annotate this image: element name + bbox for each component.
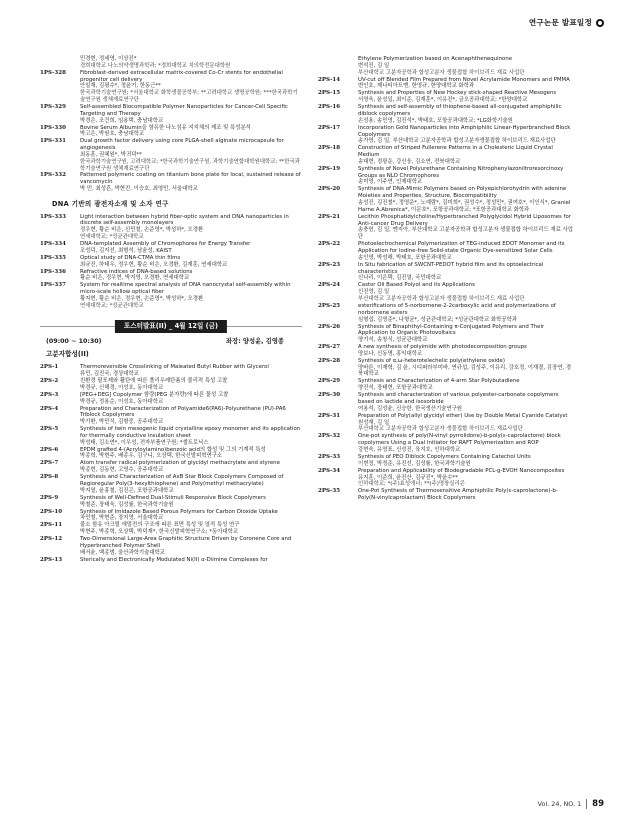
entry-title: System for realtime spectral analysis of DNA nanocrystal self-assembly within micro-scale hollow optical fiber [80, 282, 291, 296]
entry-authors: 배서윤, 백종범, 울산과학기술대학교 [80, 549, 165, 556]
entry-body [80, 406, 302, 426]
entry-authors: 박철준, 장태욱, 김성률, 한국과학기술원 [80, 501, 174, 508]
poster-session-bar [40, 320, 302, 333]
entry-body [358, 468, 576, 488]
entry-title: Incorporation Gold Nanoparticles into Amphiphilic Linear-Hyperbranched Block Copolymers [358, 124, 571, 138]
left-dna-entries [40, 214, 302, 310]
entry-body [80, 172, 302, 192]
entry-title: Synthesis and Properties of New Hockey stick-shaped Reactive Mesogens [358, 90, 557, 97]
entry-affil: 부산대학교 고분자공학과 합성고분자 생물접합 하이브리드 재료 사업단 [358, 295, 525, 302]
entry-body [358, 56, 576, 76]
entry-authors: 박 민, 최성흔, 박현진, 이승호, 최영민, 서울대학교 [80, 186, 198, 193]
abstract-entry [318, 186, 576, 213]
entry-body [80, 138, 302, 172]
entry-id: 2PS-9 [40, 494, 59, 501]
abstract-entry [40, 536, 302, 556]
entry-authors: 박종현, 김동현, 고영수, 공주대학교 [80, 467, 164, 474]
abstract-entry [40, 241, 302, 255]
entry-authors: 정우현, 황순 비은, 신민철, 손준영*, 박성하*, 오경환 [80, 227, 204, 234]
entry-title: Synthesis of Imidazole Based Porous Polymers for Carbon Dioxide Uptake [80, 508, 278, 515]
abstract-entry [40, 255, 302, 269]
entry-authors: 신나리, 이은택, 김진열, 국민대학교 [358, 275, 442, 282]
entry-authors: 양기석, 송창식, 성균관대학교 [358, 337, 428, 344]
entry-authors: 양보나, 신동명, 홍익대학교 [358, 350, 423, 357]
abstract-entry [318, 413, 576, 433]
entry-id: 1PS-329 [40, 103, 66, 110]
abstract-entry [318, 303, 576, 323]
abstract-entry [318, 56, 576, 76]
abstract-entry [318, 344, 576, 358]
entry-title: Synthesis and Characterization of AxB Star Block Copolymers Composed of Regioregular Poly(3-hexylthiophene) and Poly(methyl methacrylate) [80, 474, 284, 488]
subsection-heading: 고분자합성(II) [46, 350, 89, 359]
entry-id: 2PS-33 [318, 453, 341, 460]
entry-title: A new synthesis of polyimide with photodecomposition groups [358, 344, 527, 351]
entry-authors: 여용석, 김성윤, 신승한, 한국생산기술연구원 [358, 405, 463, 412]
abstract-entry [40, 364, 302, 378]
entry-authors: 송대현, 정광운, 강신웅, 김소연, 전북대학교 [358, 158, 461, 165]
entry-id: 2PS-4 [40, 405, 59, 412]
entry-title: Dual growth factor delivery using core PLGA-shell alginate microcapsule for angiogenesis [80, 138, 284, 152]
entry-id: 2PS-7 [40, 460, 59, 467]
entry-authors: 심형섭, 김영준*, 나형균*, 성균관대학교; *성균관대학교 화학공학과 [358, 316, 518, 323]
abstract-entry [40, 104, 302, 124]
entry-body [358, 214, 576, 241]
entry-body [80, 241, 302, 255]
entry-id: 2PS-12 [40, 536, 63, 543]
entry-title: Synthesis of Binaphthyl-Containing π-Conjugated Polymers and Their Application to Organic Photovoltaics [358, 323, 545, 337]
header-title: 연구논문 발표일정 [528, 17, 592, 27]
entry-id: 2PS-23 [318, 261, 341, 268]
entry-body [80, 378, 302, 392]
entry-authors: 박지열, 윤홍철, 김진곤, 포항공과대학교 [80, 487, 174, 494]
abstract-entry [40, 378, 302, 392]
abstract-entry [40, 495, 302, 509]
entry-title: Synthesis of twin mesogenic liquid crystalline epoxy monomer and its application for thermally conductive insulation sheet [80, 426, 301, 439]
entry-affil: 부산대학교 고분자공학과 합성고분자 생물접합 하이브리드 재료 사업단 [358, 69, 525, 76]
entry-title: In Situ fabrication of SWCNT-PEDOT hybrid film and its optoelectrical characteristics [358, 261, 544, 275]
entry-authors: 양진석, 장태현, 포항공과대학교 [358, 385, 433, 392]
entry-affil: 한국과학기술연구원, 고려대학교; *한국과학기술연구원, 과학기술연합대학원대학교; **한국과학기술연구원 생체재료연구단 [80, 158, 300, 172]
entry-body [358, 392, 576, 412]
entry-id: 2PS-10 [40, 508, 63, 515]
entry-id: 2PS-1 [40, 364, 59, 371]
abstract-entry [318, 104, 576, 124]
entry-title: UV-cut off Blended Film Prepared from Novel Acrylamide Monomers and PMMA [358, 76, 570, 83]
entry-authors: 강현숙, 유영표, 신성진, 육지호, 인하대학교 [358, 446, 461, 453]
entry-body [80, 522, 302, 536]
entry-id: 2PS-13 [40, 556, 63, 563]
entry-title: Sterically and Electronically Modulated Ni(II) α-Diimine Complexes for [80, 556, 268, 563]
entry-authors: 황지현, 황순 비은, 정우현, 손준영*, 박성하*, 오경환 [80, 295, 204, 302]
entry-authors: 차민철, 박현준, 장지영, 서울대학교 [80, 515, 164, 522]
abstract-entry [40, 269, 302, 283]
entry-id: 2PS-35 [318, 488, 341, 495]
entry-affil: 부산대학교 고분자공학과 합성고분자 생물접합 하이브리드 재료사업단 [358, 426, 523, 433]
abstract-entry [318, 262, 576, 282]
entry-title: Castor Oil Based Polyol and its Applications [358, 282, 475, 289]
abstract-entry [40, 172, 302, 192]
entry-id: 2PS-19 [318, 165, 341, 172]
entry-body [358, 282, 576, 302]
abstract-entry [40, 460, 302, 474]
entry-title: One-Pot Synthesis of Thermosensitive Amphiphilic Poly(ε-caprolactone)-b-Poly(N-vinylcaprolactam) Block Copolymers [358, 488, 558, 502]
entry-title: Light interaction between hybrid fiber-optic system and DNA nanoparticles in discrete self-assembly monolayers [80, 213, 289, 227]
entry-body [358, 413, 576, 433]
abstract-entry [318, 433, 576, 453]
entry-id: 1PS-328 [40, 69, 66, 76]
entry-authors: 박기환, 박민식, 김형중, 공주대학교 [80, 419, 164, 426]
entry-title: Atom transfer radical polymerization of glycidyl methacrylate and styrene [80, 460, 280, 467]
entry-id: 2PS-22 [318, 241, 341, 248]
entry-body [358, 241, 576, 261]
entry-authors: 송인영, 박성해, 박태호, 포항공과대학교 [358, 254, 452, 261]
entry-authors: 박현주, 박종혁, 오상택, 박덕재*, 한국신발피혁연구소; *동아대학교 [80, 529, 239, 536]
abstract-entry [40, 406, 302, 426]
entry-authors: 송가영, 김 일, 부산대학교 고분자공학과 합성고분자생물접합 하이브리드 재료사업단 [358, 138, 556, 145]
abstract-entry [318, 125, 576, 145]
entry-body [80, 495, 302, 509]
entry-id: 2PS-28 [318, 357, 341, 364]
entry-id: 2PS-5 [40, 426, 59, 433]
entry-id: 2PS-17 [318, 124, 341, 131]
entry-affil: 연세대학교; *성균관대학교 [80, 302, 144, 309]
entry-authors: 송미영, 이주연, 인제대학교 [358, 179, 423, 186]
entry-body [80, 426, 302, 446]
entry-body [80, 474, 302, 494]
entry-title: Preparation and Applicability of Biodegradable PCL-g-EVOH Nanocomposites [358, 467, 565, 474]
footer-page-number: 89 [592, 798, 604, 809]
entry-body [358, 262, 576, 282]
session-chair: 좌장: 양성윤, 김영종 [226, 337, 284, 345]
entry-authors: 민경현, 정세영, 이상진* [80, 56, 137, 62]
page-header [529, 16, 604, 30]
entry-title: Lecithin Phosphatidylcholine/Hyperbranched Polyglycidol Hybrid Liposomes for Anti-cancer Drug Delivery [358, 213, 571, 227]
entry-title: 친환경 팔포제와 활탄에 따른 폴리우레탄폼의 물리적 특성 고찰 [80, 377, 228, 384]
entry-body [358, 433, 576, 453]
entry-title: EPDM grafted 4-(Acryloylamino)benzoic acid의 합성 및 그의 기계적 특성 [80, 446, 266, 453]
entry-id: 2PS-16 [318, 104, 341, 111]
entry-id: 1PS-331 [40, 138, 66, 145]
poster-session-label: 포스터발표(II) _ 4월 12일 (금) [115, 320, 227, 333]
entry-body [80, 364, 302, 378]
entry-id: 2PS-34 [318, 467, 341, 474]
abstract-entry [40, 125, 302, 139]
entry-id: 1PS-334 [40, 241, 66, 248]
entry-authors: 변인호, 제나티아트멘, 한영규, 한양대학교 화학과 [358, 83, 475, 90]
entry-id: 1PS-337 [40, 282, 66, 289]
abstract-entry [318, 324, 576, 344]
abstract-entry [318, 241, 576, 261]
abstract-entry [40, 522, 302, 536]
entry-authors: 류민, 김진국, 경상대학교 [80, 370, 139, 377]
entry-body [80, 214, 302, 241]
entry-title: Synthesis of DNA-Mimic Polymers based on Polyepichlorohydrin with adenine Moieties and Properties, Structure, Biocompatibility [358, 186, 567, 200]
entry-body [358, 378, 576, 392]
entry-id: 2PS-21 [318, 213, 341, 220]
entry-id: 2PS-3 [40, 391, 59, 398]
entry-body [80, 392, 302, 406]
entry-id: 2PS-24 [318, 282, 341, 289]
entry-title: Synthesis and self-assembly of thiophene-based all-conjugated amphiphilic diblock copolymers [358, 104, 562, 117]
entry-affil: 연세대학교; *성균관대학교 [80, 234, 144, 241]
entry-title: Fibroblast-derived extracellular matrix-covered Co-Cr stents for endothelial progenitor cell delivery [80, 69, 283, 83]
entry-body [80, 56, 302, 70]
entry-title: Refractive indices of DNA-based solutions [80, 268, 193, 275]
left-synth-entries [40, 364, 302, 563]
entry-affil: 경희대학교 나노의약생명과학과; *경희대학교 치의학전문대학원 [80, 62, 231, 69]
entry-title: Synthesis of Novel Polyurethane Containing Nitrophenylazoniltroresorcinoxy Groups as NLO Chromophores [358, 165, 564, 179]
entry-title: Synthesis of PEO Diblock Copolymers Containing Catechol Units [358, 453, 531, 460]
entry-id: 2PS-15 [318, 90, 341, 97]
entry-body [80, 255, 302, 269]
entry-title: 불소 함유 아크릴 에멀전의 구조에 따른 표면 특성 및 열적 특성 연구 [80, 522, 240, 529]
entry-id: 2PS-14 [318, 76, 341, 83]
entry-id: 2PS-20 [318, 186, 341, 193]
abstract-entry [318, 488, 576, 502]
abstract-entry [40, 282, 302, 309]
entry-id: 1PS-332 [40, 172, 66, 179]
entry-body [80, 509, 302, 523]
left-column [40, 56, 302, 564]
entry-body [358, 358, 576, 378]
abstract-entry [318, 77, 576, 91]
entry-title: Preparation of Poly(allyl glycidyl ether) Use by Double Metal Cyanide Catalyst [358, 412, 568, 419]
footer-volume: Vol. 24, NO. 1 [537, 799, 582, 808]
abstract-entry [318, 468, 576, 488]
entry-body [358, 145, 576, 165]
entry-title: DNA-templated Assembly of Chromophores for Energy Transfer [80, 241, 251, 248]
entry-authors: 조성덕, 김지선, 최형석, 남윤성, KAIST [80, 247, 172, 254]
entry-authors: 안일재, 김평수*, 정윤기, 한동근** [80, 83, 161, 90]
entry-body [80, 104, 302, 124]
entry-title: Construction of Striped Fullerene Patterns in a Cholesteric Liquid Crystal Medium [358, 145, 553, 159]
entry-authors: 박경규, 정용순, 이성호, 동아대학교 [80, 398, 164, 405]
entry-title: Bovine Serum Albumin을 함유한 나노섬유 지지체의 제조 및 특성분석 [80, 124, 251, 131]
abstract-entry [318, 358, 576, 378]
section-heading-dna: DNA 기반의 광전자소재 및 소자 연구 [52, 199, 169, 208]
abstract-entry [40, 447, 302, 461]
entry-id: 1PS-333 [40, 213, 66, 220]
entry-title: Preparation and Characterization of Polyamide6(PA6)-Polyurethane (PU)-PA6 Triblock Copolymers [80, 405, 286, 419]
entry-authors: 박종혁, 박현주, 배종우, 김구니, 오상택, 한국신발피혁연구소 [80, 453, 223, 460]
abstract-entry [40, 557, 302, 564]
entry-body [358, 125, 576, 145]
abstract-entry [318, 282, 576, 302]
abstract-entry [318, 392, 576, 412]
entry-id: 2PS-11 [40, 522, 63, 529]
entry-affil: 인하대학교; *(주)효성에너; **(주)명창실리콘 [358, 481, 465, 488]
entry-body [80, 536, 302, 556]
entry-authors: 원성재, 김 일 [358, 419, 390, 426]
abstract-entry [40, 509, 302, 523]
entry-body [358, 324, 576, 344]
entry-authors: 황순 비은, 정우현, 박지영, 오경환, 연세대학교 [80, 275, 190, 282]
abstract-entry [318, 378, 576, 392]
entry-authors: 최동훈, 권혜원*, 박귀덕** [80, 151, 142, 158]
abstract-entry [40, 56, 302, 70]
page-footer [538, 799, 604, 809]
entry-authors: 박경규, 신해경, 이성호, 동아대학교 [80, 384, 164, 391]
entry-body [80, 447, 302, 461]
left-top-entries [40, 56, 302, 193]
abstract-entry [318, 145, 576, 165]
entry-id: 1PS-336 [40, 268, 66, 275]
abstract-entry [40, 474, 302, 494]
entry-body [358, 104, 576, 124]
entry-authors: 박경은, 조건희, 임용택, 충남대학교 [80, 117, 164, 124]
entry-title: Self-assembled Biocompatible Polymer Nanoparticles for Cancer-Cell Specific Targeting and Therapy [80, 103, 288, 117]
entry-authors: 최규진, 하태우, 정우현, 황순 비은, 오경환, 김재훈, 연세대학교 [80, 261, 228, 268]
header-circle-icon [596, 19, 604, 27]
entry-title: Optical study of DNA-CTMA thin films [80, 254, 181, 261]
entry-title: Ethylene Polymerization based on Acenaphthenequinone [358, 56, 513, 62]
entry-affil: 한국과학기술연구원; *서울대학교 화학생물공학부; **고려대학교 생명공학원; ***한국과학기술연구원 생체재료연구단 [80, 90, 298, 103]
entry-authors: 서영욱, 윤성일, 최이준, 김재훈*, 이유진*, 금오공과대학교; *한양대학교 [358, 97, 528, 104]
abstract-entry [40, 214, 302, 241]
entry-authors: 이현정, 박정준, 유진선, 김성률, 한국과학기술원 [358, 460, 471, 467]
entry-body [358, 186, 576, 213]
right-column [318, 56, 576, 502]
entry-title: [PEG+DEG] Copolymer 함량(PEG 분자량)에 따른 물성 고찰 [80, 391, 229, 398]
abstract-entry [318, 454, 576, 468]
entry-id: 2PS-18 [318, 145, 341, 152]
entry-id: 2PS-2 [40, 377, 59, 384]
entry-body [358, 77, 576, 91]
entry-body [358, 344, 576, 358]
entry-title: Synthesis and characterization of various polyester-carbonate copolymers based on lactide and isosorbide [358, 392, 559, 406]
entry-id: 2PS-25 [318, 302, 341, 309]
entry-title: Patterned polymeric coating on titanium bone plate for local, sustained release of vancomycin [80, 172, 301, 186]
entry-id: 2PS-8 [40, 474, 59, 481]
abstract-entry [318, 214, 576, 241]
entry-body [358, 488, 576, 502]
right-entries [318, 56, 576, 502]
abstract-entry [40, 138, 302, 172]
entry-body [358, 454, 576, 468]
abstract-entry [40, 392, 302, 406]
entry-title: Thermoreversible Crosslinking of Maleated Butyl Rubber with Glycerol [80, 364, 269, 371]
entry-body [80, 557, 302, 564]
entry-id: 1PS-330 [40, 124, 66, 131]
entry-id: 2PS-31 [318, 412, 341, 419]
entry-title: One-pot synthesis of poly(N-vinyl pyrrolidone)-b-poly(ε-caprolactone) block copolymers Using a Dual Initiator for RAFT Polymerization and ROP [358, 433, 561, 447]
entry-id: 1PS-335 [40, 254, 66, 261]
abstract-entry [40, 426, 302, 446]
entry-id: 2PS-27 [318, 344, 341, 351]
entry-title: Synthesis of Well-Defined Dual-Stimuli Responsive Block Copolymers [80, 494, 266, 501]
entry-body [80, 282, 302, 309]
entry-authors: 송성진, 김진철*, 정영운*, 노예람*, 김미희*, 권성수*, 정성민*, 권여호*, 이인식*, Graniel Harne A.Abrenica*, 이문호*, 포항공과대학교; *포항공과대학교 화학과 [358, 200, 571, 213]
entry-title: Two-Dimensional Large-Area Graphitic Structure Driven by Coronene Core and Hyperbranched Polymer Shell [80, 536, 292, 549]
session-time-row [40, 339, 302, 346]
abstract-entry [318, 166, 576, 186]
entry-id [40, 56, 80, 70]
footer-separator [586, 799, 587, 809]
entry-body [358, 303, 576, 323]
entry-title: esterifications of 5-norbornene-2-2carboxylic acid and polymerizations of norbornene esters [358, 302, 556, 316]
entry-authors: 박성태, 김소연*, 이우성, 전자부품연구원; *셀트로닉스 [80, 439, 209, 446]
session-time: (09:00 ~ 10:30) [46, 337, 102, 345]
entry-body [80, 460, 302, 474]
entry-body [80, 70, 302, 104]
entry-id: 2PS-26 [318, 323, 341, 330]
entry-title: Synthesis and Characterization of 4-arm Star Polybutadiene [358, 378, 520, 385]
entry-authors: 양바른, 이재혁, 김 윤, 시디퍼라부미바, 연규섭, 김성주, 이유리, 강호정, 이재결, 김장연, 경북대학교 [358, 364, 572, 378]
entry-body [80, 269, 302, 283]
entry-authors: 유지훈, 이준희, 윤진산, 김규진*, 박윤수** [358, 474, 458, 481]
entry-id: 2PS-29 [318, 378, 341, 385]
entry-authors: 박고은, 박원호, 충남대학교 [80, 131, 145, 138]
entry-authors: 손성용, 송민영, 김진석*, 박태호, 포항공과대학교; *LG화학기술원 [358, 117, 513, 124]
abstract-entry [318, 90, 576, 104]
entry-id: 2PS-32 [318, 433, 341, 440]
entry-authors: 송충헌, 김 일, 멘지아, 부산대학교 고분자공학과 합성고분자 생물접합 하이브리드 재료 사업단 [358, 227, 573, 241]
entry-body [358, 90, 576, 104]
entry-body [358, 166, 576, 186]
abstract-entry [40, 70, 302, 104]
entry-authors: 변석진, 김 일 [358, 62, 390, 69]
entry-body [80, 125, 302, 139]
entry-title: Photoelectrochemical Polymerization of TEG-induced EDOT Monomer and its Application for Iodine-free Solid-state Organic Dye-sensitized Solar Cells [358, 241, 565, 254]
entry-id: 2PS-30 [318, 392, 341, 399]
entry-id [318, 56, 358, 76]
entry-authors: 신진영, 김 일 [358, 289, 390, 296]
entry-id: 2PS-6 [40, 446, 59, 453]
entry-title: Synthesis of α,ω-heterotelechelic poly(ethylene oxide) [358, 357, 505, 364]
